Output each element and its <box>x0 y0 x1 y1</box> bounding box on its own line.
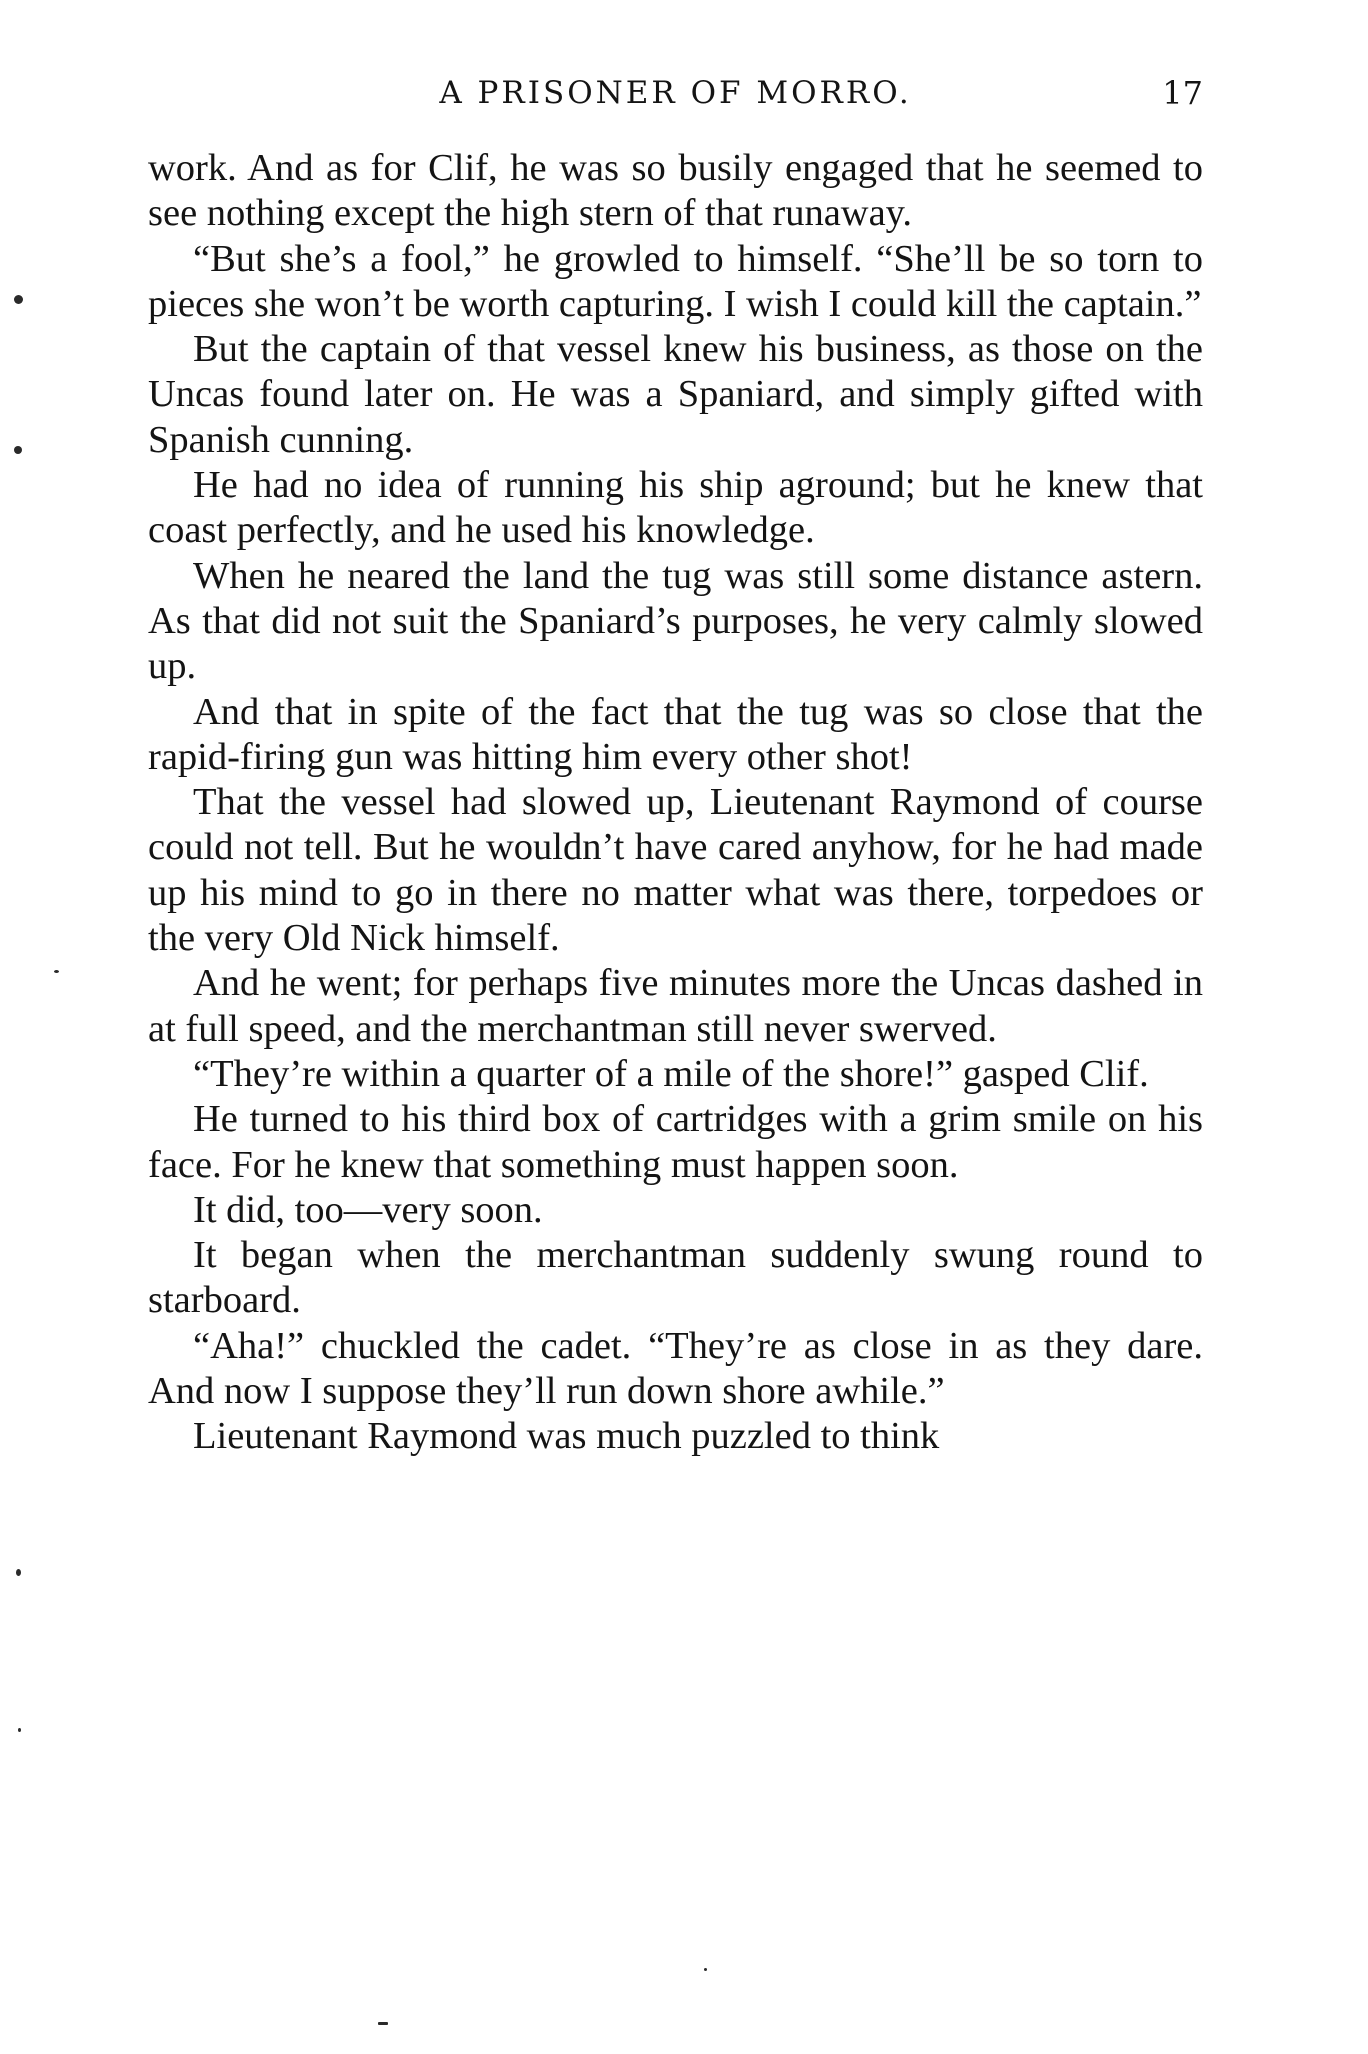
scan-speck <box>18 1728 21 1732</box>
paragraph: He turned to his third box of cartridges with a grim smile on his face. For he knew that something must happen soon. <box>148 1098 1203 1186</box>
scan-speck <box>16 1569 21 1576</box>
scan-speck <box>14 295 23 304</box>
body-text <box>148 146 1203 1460</box>
scan-speck <box>378 2022 388 2025</box>
paragraph: It began when the merchantman suddenly swung round to starboard. <box>148 1234 1203 1322</box>
paragraph: It did, too—very soon. <box>193 1188 543 1231</box>
paragraph: When he neared the land the tug was still some distance astern. As that did not suit the Spaniard’s purposes, he very calmly slowed up. <box>148 554 1203 688</box>
scan-speck <box>54 970 59 973</box>
paragraph: “Aha!” chuckled the cadet. “They’re as close in as they dare. And now I suppose they’ll run down shore awhile.” <box>148 1324 1203 1413</box>
paragraph: That the vessel had slowed up, Lieutenant Raymond of course could not tell. But he wouldn’t have cared anyhow, for he had made up his mind to go in there no matter what was there, torpedoes or the very Old Nick himself. <box>148 781 1203 960</box>
paragraph: Lieutenant Raymond was much puzzled to think <box>193 1415 940 1458</box>
scan-speck <box>704 1968 707 1971</box>
paragraph: “But she’s a fool,” he growled to himself. “She’ll be so torn to pieces she won’t be worth capturing. I wish I could kill the captain.” <box>148 237 1203 325</box>
paragraph: But the captain of that vessel knew his business, as those on the Uncas found later on. He was a Spaniard, and simply gifted with Spanish cunning. <box>148 328 1203 461</box>
page-header <box>148 68 1203 118</box>
paragraph: work. And as for Clif, he was so busily engaged that he seemed to see nothing except the high stern of that runaway. <box>148 147 1203 235</box>
paragraph: He had no idea of running his ship aground; but he knew that coast perfectly, and he used his knowledge. <box>148 464 1203 552</box>
paragraph: And he went; for perhaps five minutes more the Uncas dashed in at full speed, and the merchantman still never swerved. <box>148 962 1203 1050</box>
running-title: A PRISONER OF MORRO. <box>439 75 912 111</box>
paragraph: And that in spite of the fact that the tug was so close that the rapid-firing gun was hitting him every other shot! <box>148 690 1203 778</box>
paragraph: “They’re within a quarter of a mile of the shore!” gasped Clif. <box>193 1052 1149 1095</box>
scan-speck <box>14 446 22 454</box>
page-number: 17 <box>1162 74 1203 112</box>
